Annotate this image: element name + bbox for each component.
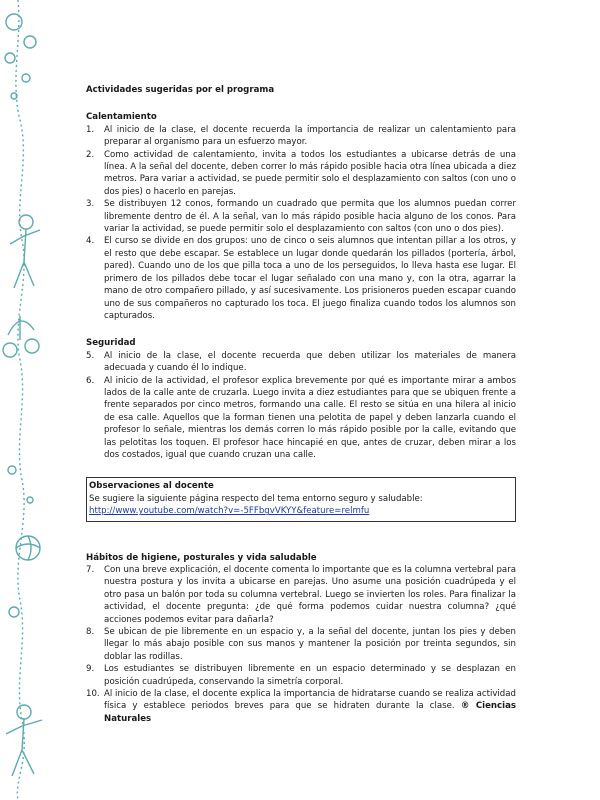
document-title: Actividades sugeridas por el programa bbox=[86, 85, 275, 95]
decorative-sidebar bbox=[0, 0, 62, 800]
list-item: 10. Al inicio de la clase, el docente explica la importancia de hidratarse cuando se realiza actividad física y establece periodos breves para que se hidraten durante la clase. ® Ciencias Naturales bbox=[86, 689, 516, 724]
document-body bbox=[86, 84, 516, 725]
youtube-link[interactable]: http://www.youtube.com/watch?v=-5FFbgvVKYY&feature=relmfu bbox=[89, 506, 370, 517]
cross-reference: ® Ciencias Naturales bbox=[104, 701, 516, 724]
list-item: 2. Como actividad de calentamiento, invita a todos los estudiantes a ubicarse detrás de una línea. A la señal del docente, deben correr lo más rápido posible hacia otra línea ubicada a diez metros. Para variar a actividad, se puede permitir solo el desplazamiento con saltos (con uno o dos pies) o hacerlo en parejas. bbox=[86, 149, 516, 197]
list-item: 8. Se ubican de pie libremente en un espacio y, a la señal del docente, juntan los pies y deben llegar lo más abajo posible con sus manos y mantener la posición por treinta segundos, sin doblar las rodillas. bbox=[86, 627, 516, 662]
list-item: 7. Con una breve explicación, el docente comenta lo importante que es la columna vertebral para nuestra postura y los invita a ubicarse en parejas. Uno asume una posición cuadrúpeda y el otro pasa un balón por toda su columna vertebral. Luego se invierten los roles. Para finalizar la actividad, el docente pregunta: ¿de qué forma podemos cuidar nuestra columna? ¿qué acciones podemos evitar para dañarla? bbox=[86, 565, 516, 625]
observations-heading: Observaciones al docente bbox=[89, 481, 214, 492]
list-habitos bbox=[86, 564, 516, 725]
list-item: 5. Al inicio de la clase, el docente recuerda que deben utilizar los materiales de manera adecuada y cuando él lo indique. bbox=[86, 350, 516, 374]
list-item: 1. Al inicio de la clase, el docente recuerda la importancia de realizar un calentamiento para preparar al organismo para un esfuerzo mayor. bbox=[86, 124, 516, 148]
section-heading-seguridad: Seguridad bbox=[86, 338, 136, 349]
observations-box bbox=[86, 477, 516, 521]
list-item: 4. El curso se divide en dos grupos: uno de cinco o seis alumnos que intentan pillar a los otros, y el resto que debe escapar. Se establece un lugar donde quedarán los pillados (portería, árbol, pared). Cuando uno de los que pilla toca a uno de los perseguidos, lo lleva hasta ese lugar. El primero de los pillados debe tocar el lugar señalado con una mano y, con la otra, agarrar la mano de otro compañero pillado, y así sucesivamente. Los prisioneros pueden escapar cuando uno de sus compañeros no capturado los toca. El juego finaliza cuando todos los alumnos son capturados. bbox=[86, 236, 516, 321]
section-heading-habitos: Hábitos de higiene, posturales y vida saludable bbox=[86, 552, 317, 563]
list-item: 3. Se distribuyen 12 conos, formando un cuadrado que permita que los alumnos puedan correr libremente dentro de él. A la señal, van lo más rápido posible hacia alguno de los conos. Para variar la actividad, se puede permitir solo el desplazamiento con saltos (con uno o dos pies). bbox=[86, 199, 516, 235]
list-seguridad bbox=[86, 350, 516, 462]
list-calentamiento bbox=[86, 124, 516, 323]
observations-text: Se sugiere la siguiente página respecto del tema entorno seguro y saludable: bbox=[89, 493, 423, 504]
section-heading-calentamiento: Calentamiento bbox=[86, 112, 157, 123]
list-item: 6. Al inicio de la actividad, el profesor explica brevemente por qué es importante mirar a ambos lados de la calle ante de cruzarla. Luego invita a diez estudiantes para que se ubiquen frente a frente separados por cinco metros, formando una calle. El resto se sitúa en una hilera al inicio de esa calle. Aquellos que la forman tienen una pelotita de papel y deben lanzarla cuando el profesor lo señale, mientras los demás corren lo más rápido posible por la calle, evitando que las pelotitas los toquen. El profesor hace hincapié en que, antes de cruzar, deben mirar a los dos costados, igual que cuando cruzan una calle. bbox=[86, 375, 516, 460]
list-item: 9. Los estudiantes se distribuyen libremente en un espacio determinado y se desplazan en posición cuadrúpeda, conservando la simetría corporal. bbox=[86, 664, 516, 687]
